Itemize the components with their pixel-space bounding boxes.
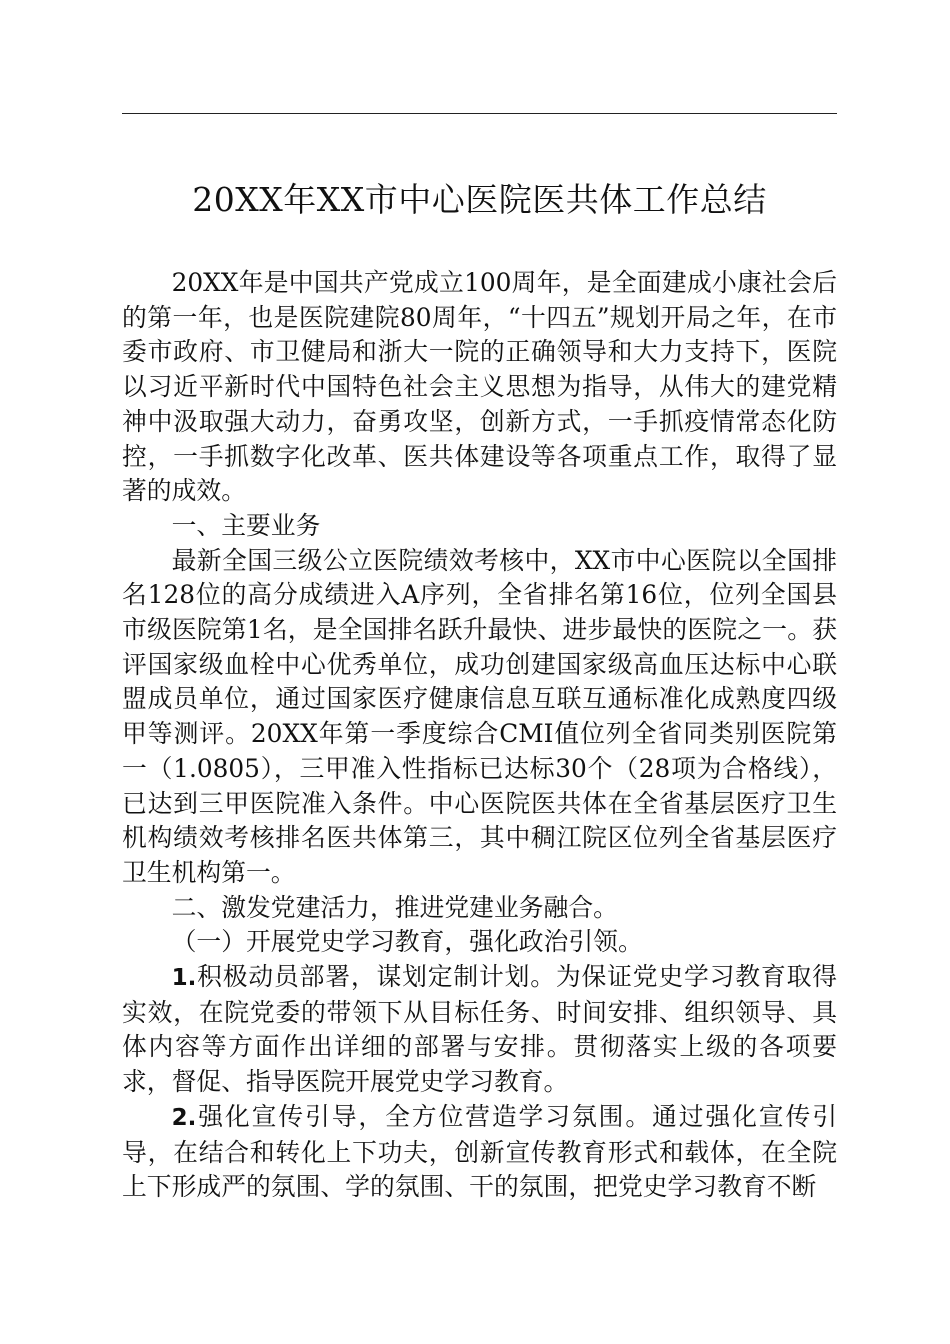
paragraph-text: （一）开展党史学习教育，强化政治引领。 [171, 927, 643, 957]
subsection-heading-party-history [122, 925, 837, 960]
paragraph-text: 二、激发党建活力，推进党建业务融合。 [171, 892, 618, 922]
paragraph-text: 最新全国三级公立医院绩效考核中，XX市中心医院以全国排名128位的高分成绩进入A序列，全省排名第16位，位列全国县市级医院第1名，是全国排名跃升最快、进步最快的医院之一。获评国家级血栓中心优秀单位，成功创建国家级高血压达标中心联盟成员单位，通过国家医疗健康信息互联互通标准化成熟度四级甲等测评。20XX年第一季度综合CMI值位列全省同类别医院第一（1.0805），三甲准入性指标已达标30个（28项为合格线），已达到三甲医院准入条件。中心医院医共体在全省基层医疗卫生机构绩效考核排名医共体第三，其中稠江院区位列全省基层医疗卫生机构第一。 [122, 545, 837, 887]
document-body [122, 266, 837, 1205]
paragraph-intro [122, 266, 837, 509]
section-heading-party-building [122, 891, 837, 926]
item-number: 2. [171, 1104, 197, 1131]
paragraph-text: 积极动员部署，谋划定制计划。为保证党史学习教育取得实效，在院党委的带领下从目标任务、时间安排、组织领导、具体内容等方面作出详细的部署与安排。贯彻落实上级的各项要求，督促、指导医院开展党史学习教育。 [122, 962, 837, 1097]
paragraph-text: 强化宣传引导，全方位营造学习氛围。通过强化宣传引导，在结合和转化上下功夫，创新宣传教育形式和载体，在全院上下形成严的氛围、学的氛围、干的氛围，把党史学习教育不断 [122, 1101, 837, 1202]
paragraph-item-1 [122, 960, 837, 1100]
paragraph-main-business [122, 544, 837, 891]
section-heading-main-business [122, 509, 837, 544]
paragraph-text: 20XX年是中国共产党成立100周年，是全面建成小康社会后的第一年，也是医院建院80周年，“十四五”规划开局之年，在市委市政府、市卫健局和浙大一院的正确领导和大力支持下，医院以习近平新时代中国特色社会主义思想为指导，从伟大的建党精神中汲取强大动力，奋勇攻坚，创新方式，一手抓疫情常态化防控，一手抓数字化改革、医共体建设等各项重点工作，取得了显著的成效。 [122, 268, 837, 506]
header-rule [122, 113, 837, 114]
paragraph-item-2 [122, 1100, 837, 1205]
item-number: 1. [171, 965, 197, 992]
paragraph-text: 一、主要业务 [171, 510, 321, 540]
document-title: 20XX年XX市中心医院医共体工作总结 [192, 180, 767, 219]
